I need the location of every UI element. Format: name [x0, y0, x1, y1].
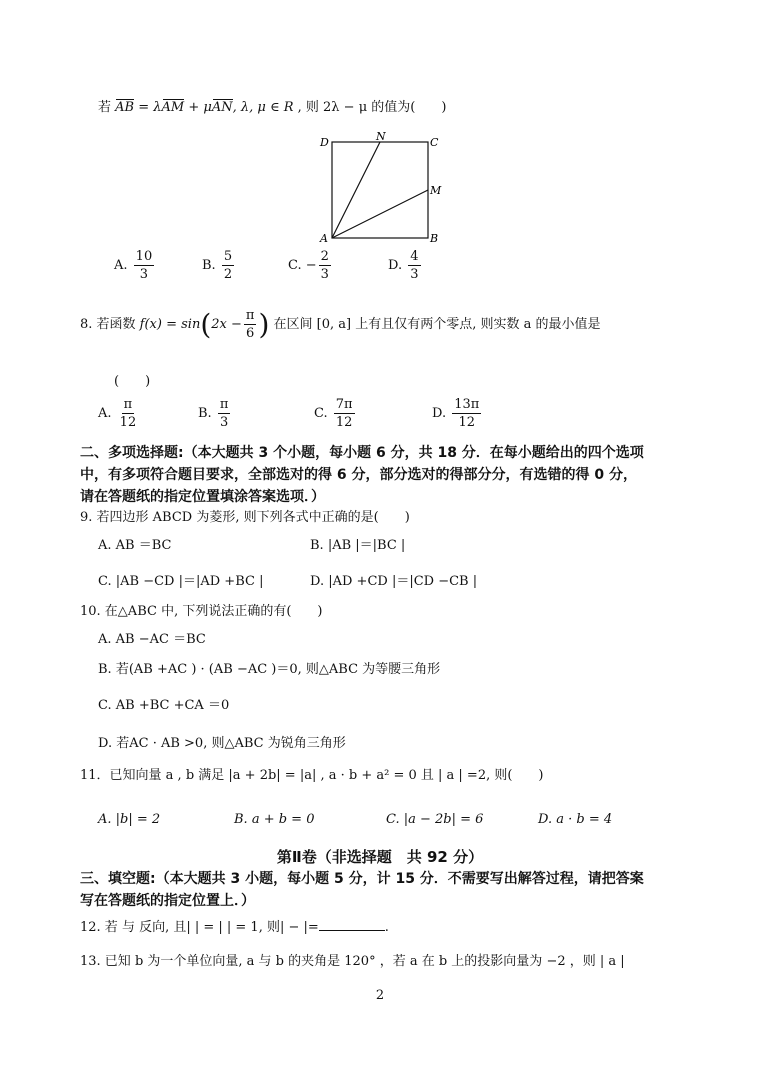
- q10-option-c: C. AB +BC +CA ＝0: [98, 698, 230, 713]
- q7-option-d: D. $\frac{4}{3}$: [388, 249, 419, 282]
- q10-stem: 10. 在△ABC 中, 下列说法正确的有( ): [80, 604, 323, 619]
- section2-line3: 请在答题纸的指定位置填涂答案选项．）: [80, 489, 325, 505]
- q8-option-c: C. $\frac{7\pi}{12}$: [314, 397, 353, 430]
- part2-title: 第Ⅱ卷（非选择题 共 92 分）: [276, 848, 484, 866]
- answer-blank: [319, 930, 385, 931]
- label-n: N: [376, 130, 386, 143]
- q8-answer-paren: ( ): [114, 374, 151, 389]
- q12: 12. 若 与 反向, 且| | = | | = 1, 则| − |= .: [80, 920, 389, 935]
- q8-option-d: D. $\frac{13\pi}{12}$: [432, 397, 480, 430]
- q9-stem: 9. 若四边形 ABCD 为菱形, 则下列各式中正确的是( ): [80, 510, 410, 525]
- q8-option-b: B. $\frac{\pi}{3}$: [198, 397, 229, 430]
- q11-option-c: C. |a − 2b| = 6: [386, 812, 484, 827]
- q11-option-b: B. a + b = 0: [234, 812, 315, 827]
- label-d: D: [320, 136, 329, 149]
- section3-line1: 三、填空题:（本大题共 3 小题，每小题 5 分，计 15 分．不需要写出解答过程，请把答案: [80, 871, 644, 887]
- q11-option-a: A. |b| = 2: [98, 812, 161, 827]
- label-b: B: [430, 232, 439, 245]
- q10-option-a: A. AB −AC ＝BC: [98, 632, 206, 647]
- q9-option-c: C. |AB −CD |＝|AD +BC |: [98, 574, 264, 589]
- q8-stem: 8. 若函数 f(x) = sin(2x − $\frac{\pi}{6}$ ) 在区间 [0, a] 上有且仅有两个零点, 则实数 a 的最小值是: [80, 308, 601, 341]
- label-a: A: [320, 232, 328, 245]
- q9-option-b: B. |AB |＝|BC |: [310, 538, 406, 553]
- q9-option-d: D. |AD +CD |＝|CD −CB |: [310, 574, 478, 589]
- q10-option-d: D. 若AC · AB >0, 则△ABC 为锐角三角形: [98, 736, 346, 751]
- q7-option-c: C. − $\frac{2}{3}$: [288, 249, 329, 282]
- q7-stem: 若 AB = λAM + μAN, λ, μ ∈ R , 则 2λ − μ 的值为( ): [98, 100, 447, 115]
- q9-option-a: A. AB ＝BC: [98, 538, 172, 553]
- q13: 13. 已知 b 为一个单位向量, a 与 b 的夹角是 120° ，若 a 在 b 上的投影向量为 −2 ，则 | a |: [80, 954, 625, 969]
- page-number: 2: [375, 988, 385, 1003]
- q7-option-a: A. $\frac{10}{3}$: [114, 249, 153, 282]
- section2-line1: 二、多项选择题:（本大题共 3 个小题，每小题 6 分，共 18 分．在每小题给出的四个选项: [80, 445, 644, 461]
- section3-line2: 写在答题纸的指定位置上．）: [80, 893, 255, 909]
- label-m: M: [430, 184, 442, 197]
- q11-option-d: D. a · b = 4: [538, 812, 613, 827]
- square-figure: [316, 130, 446, 248]
- q10-option-b: B. 若(AB +AC ) · (AB −AC )＝0, 则△ABC 为等腰三角形: [98, 662, 441, 677]
- label-c: C: [430, 136, 439, 149]
- q11-stem: 11．已知向量 a , b 满足 |a + 2b| = |a| , a · b + a² = 0 且 | a | =2, 则( ): [80, 768, 544, 783]
- q8-option-a: A. $\frac{\pi}{12}$: [98, 397, 137, 430]
- section2-line2: 中，有多项符合题目要求，全部选对的得 6 分，部分选对的得部分分，有选错的得 0 分，: [80, 467, 637, 483]
- q7-option-b: B. $\frac{5}{2}$: [202, 249, 233, 282]
